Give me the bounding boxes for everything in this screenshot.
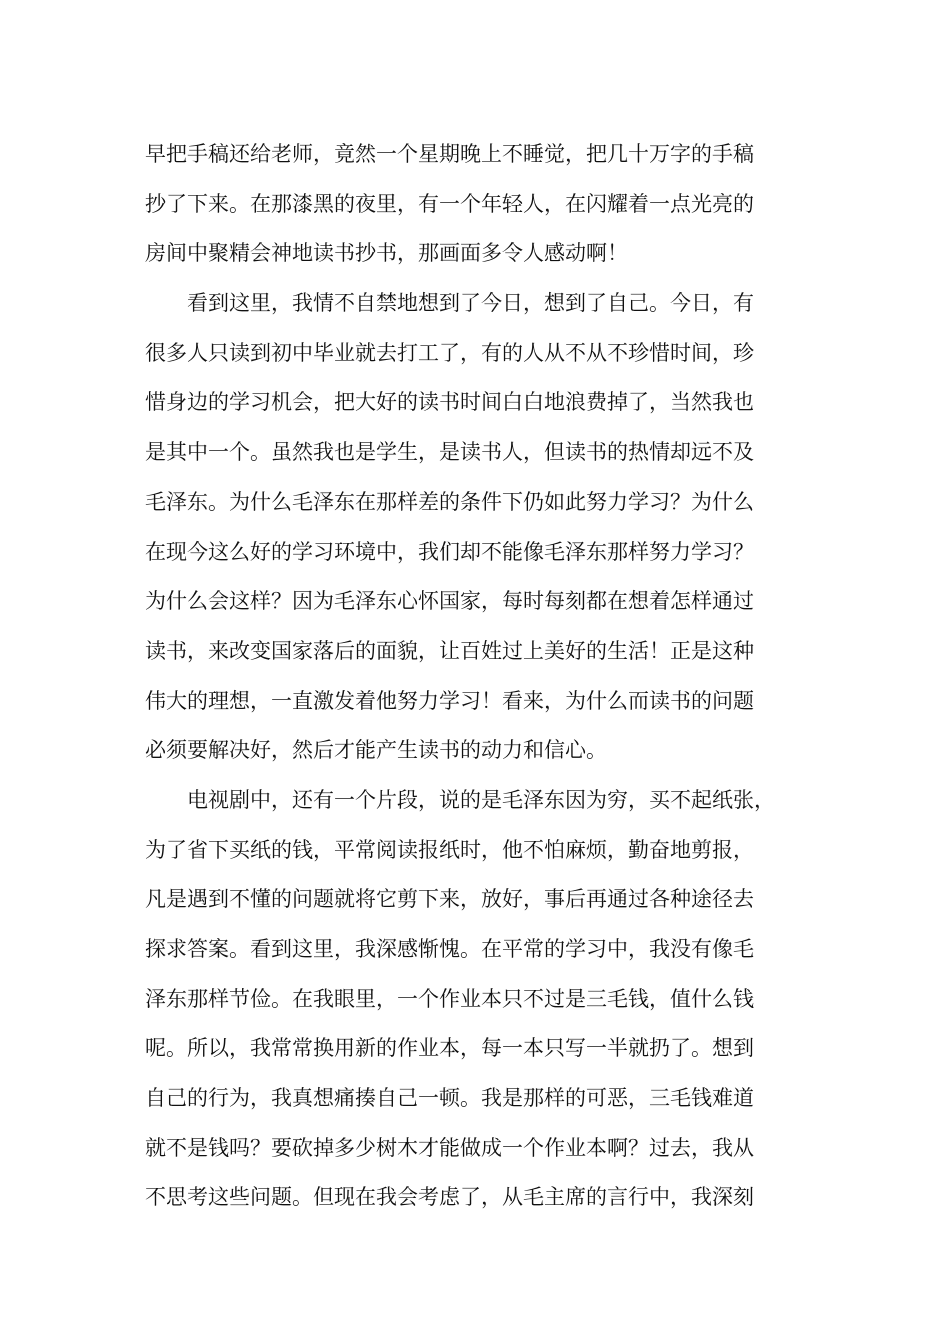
- text-line: 惜身边的学习机会，把大好的读书时间白白地浪费掉了，当然我也: [145, 390, 754, 415]
- text-line: 自己的行为，我真想痛揍自己一顿。我是那样的可恶，三毛钱难道: [145, 1086, 754, 1111]
- text-line: 是其中一个。虽然我也是学生，是读书人，但读书的热情却远不及: [145, 440, 754, 465]
- paragraph-first-line: 看到这里，我情不自禁地想到了今日，想到了自己。今日，有: [187, 291, 754, 316]
- text-line: 毛泽东。为什么毛泽东在那样差的条件下仍如此努力学习？为什么: [145, 489, 754, 514]
- text-line: 呢。所以，我常常换用新的作业本，每一本只写一半就扔了。想到: [145, 1036, 754, 1061]
- text-line: 泽东那样节俭。在我眼里，一个作业本只不过是三毛钱，值什么钱: [145, 986, 754, 1011]
- text-line: 伟大的理想，一直激发着他努力学习！看来，为什么而读书的问题: [145, 688, 754, 713]
- text-line: 很多人只读到初中毕业就去打工了，有的人从不从不珍惜时间，珍: [145, 340, 754, 365]
- text-line: 必须要解决好，然后才能产生读书的动力和信心。: [145, 738, 607, 763]
- text-line: 早把手稿还给老师，竟然一个星期晚上不睡觉，把几十万字的手稿: [145, 142, 754, 166]
- text-line: 房间中聚精会神地读书抄书，那画面多令人感动啊！: [145, 241, 628, 266]
- text-line: 抄了下来。在那漆黑的夜里，有一个年轻人，在闪耀着一点光亮的: [145, 191, 754, 216]
- text-line: 探求答案。看到这里，我深感惭愧。在平常的学习中，我没有像毛: [145, 937, 754, 961]
- paragraph-first-line: 电视剧中，还有一个片段，说的是毛泽东因为穷，买不起纸张，: [187, 787, 775, 812]
- text-line: 凡是遇到不懂的问题就将它剪下来，放好，事后再通过各种途径去: [145, 887, 754, 912]
- text-line: 就不是钱吗？要砍掉多少树木才能做成一个作业本啊？过去，我从: [145, 1135, 754, 1160]
- text-line: 为什么会这样？因为毛泽东心怀国家，每时每刻都在想着怎样通过: [145, 589, 754, 614]
- text-line: 为了省下买纸的钱，平常阅读报纸时，他不怕麻烦，勤奋地剪报，: [145, 837, 754, 862]
- text-line: 在现今这么好的学习环境中，我们却不能像毛泽东那样努力学习？: [145, 539, 754, 564]
- body-text: [145, 130, 815, 1223]
- text-line: 不思考这些问题。但现在我会考虑了，从毛主席的言行中，我深刻: [145, 1185, 754, 1210]
- text-line: 读书，来改变国家落后的面貌，让百姓过上美好的生活！正是这种: [145, 638, 754, 663]
